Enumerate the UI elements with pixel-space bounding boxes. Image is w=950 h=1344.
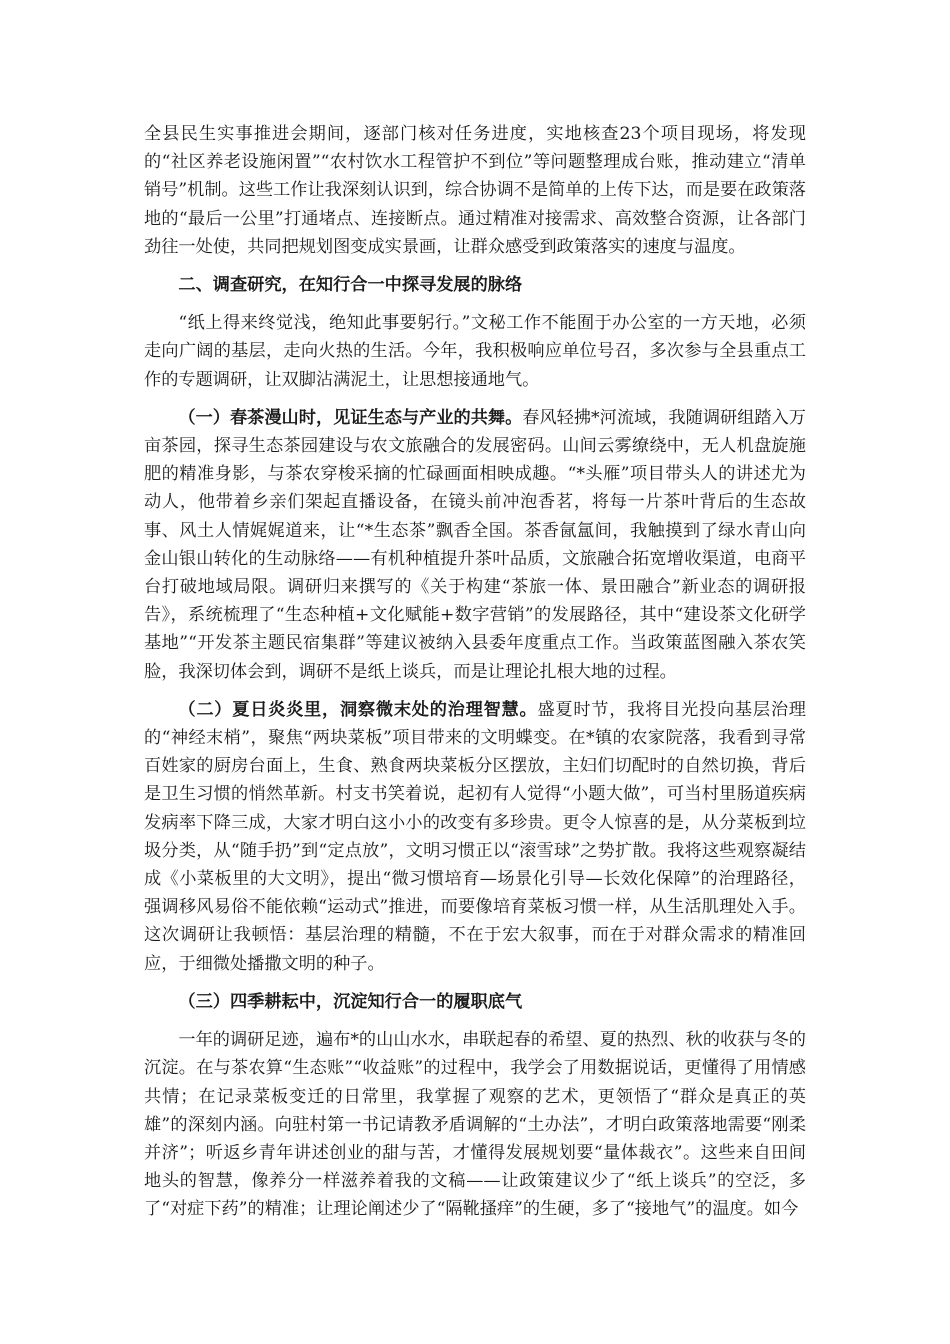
subheading-four-seasons: （三）四季耕耘中，沉淀知行合一的履职底气 <box>178 991 523 1012</box>
section-heading-two: 二、调查研究，在知行合一中探寻发展的脉络 <box>178 275 523 296</box>
paragraph-spring-tea-body: 春风轻拂*河流域，我随调研组踏入万亩茶园，探寻生态茶园建设与农文旅融合的发展密码。山间云雾缭绕中，无人机盘旋施肥的精准身影，与茶农穿梭采摘的忙碌画面相映成趣。“*头雁”项目带头人的讲述尤为动人，他带着乡亲们架起直播设备，在镜头前冲泡香茗，将每一片茶叶背后的生态故事、风土人情娓娓道来，让“*生态茶”飘香全国。茶香氤氲间，我触摸到了绿水青山向金山银山转化的生动脉络——有机种植提升茶叶品质，文旅融合拓宽增收渠道，电商平台打破地域局限。调研归来撰写的《关于构建“茶旅一体、景田融合”新业态的调研报告》，系统梳理了“生态种植+文化赋能+数字营销”的发展路径，其中“建设茶文化研学基地”“开发茶主题民宿集群”等建议被纳入县委年度重点工作。当政策蓝图融入茶农笑脸，我深切体会到，调研不是纸上谈兵，而是让理论扎根大地的过程。 <box>144 407 806 682</box>
subheading-summer-governance: （二）夏日炎炎里，洞察微末处的治理智慧。 <box>178 699 538 720</box>
paragraph-summer-governance-body: 盛夏时节，我将目光投向基层治理的“神经末梢”，聚焦“两块菜板”项目带来的文明蝶变。在*镇的农家院落，我看到寻常百姓家的厨房台面上，生食、熟食两块菜板分区摆放，主妇们切配时的自然切换，背后是卫生习惯的悄然革新。村支书笑着说，起初有人觉得“小题大做”，可当村里肠道疾病发病率下降三成，大家才明白这小小的改变有多珍贵。更令人惊喜的是，从分菜板到垃圾分类，从“随手扔”到“定点放”，文明习惯正以“滚雪球”之势扩散。我将这些观察凝结成《小菜板里的大文明》，提出“微习惯培育—场景化引导—长效化保障”的治理路径，强调移风易俗不能依赖“运动式”推进，而要像培育菜板习惯一样，从生活肌理处入手。这次调研让我顿悟：基层治理的精髓，不在于宏大叙事，而在于对群众需求的精准回应，于细微处播撒文明的种子。 <box>144 699 806 974</box>
paragraph-intro: 全县民生实事推进会期间，逐部门核对任务进度，实地核查23个项目现场，将发现的“社区养老设施闲置”“农村饮水工程管护不到位”等问题整理成台账，推动建立“清单销号”机制。这些工作让我深刻认识到，综合协调不是简单的上传下达，而是要在政策落地的“最后一公里”打通堵点、连接断点。通过精准对接需求、高效整合资源，让各部门劲往一处使，共同把规划图变成实景画，让群众感受到政策落实的速度与温度。 <box>144 124 806 257</box>
subheading-spring-tea: （一）春茶漫山时，见证生态与产业的共舞。 <box>178 407 523 428</box>
paragraph-four-seasons: 一年的调研足迹，遍布*的山山水水，串联起春的希望、夏的热烈、秋的收获与冬的沉淀。在与茶农算“生态账”“收益账”的过程中，我学会了用数据说话，更懂得了用情感共情；在记录菜板变迁的日常里，我掌握了观察的艺术，更领悟了“群众是真正的英雄”的深刻内涵。向驻村第一书记请教矛盾调解的“土办法”，才明白政策落地需要“刚柔并济”；听返乡青年讲述创业的甜与苦，才懂得发展规划要“量体裁衣”。这些来自田间地头的智慧，像养分一样滋养着我的文稿——让政策建议少了“纸上谈兵”的空泛，多了“对症下药”的精准；让理论阐述少了“隔靴搔痒”的生硬，多了“接地气”的温度。如今 <box>144 1030 806 1220</box>
paragraph-research-intro: “纸上得来终觉浅，绝知此事要躬行。”文秘工作不能囿于办公室的一方天地，必须走向广阔的基层，走向火热的生活。今年，我积极响应单位号召，多次参与全县重点工作的专题调研，让双脚沾满泥土，让思想接通地气。 <box>144 313 806 390</box>
paragraph-summer-governance <box>144 696 806 978</box>
paragraph-spring-tea <box>144 404 806 686</box>
